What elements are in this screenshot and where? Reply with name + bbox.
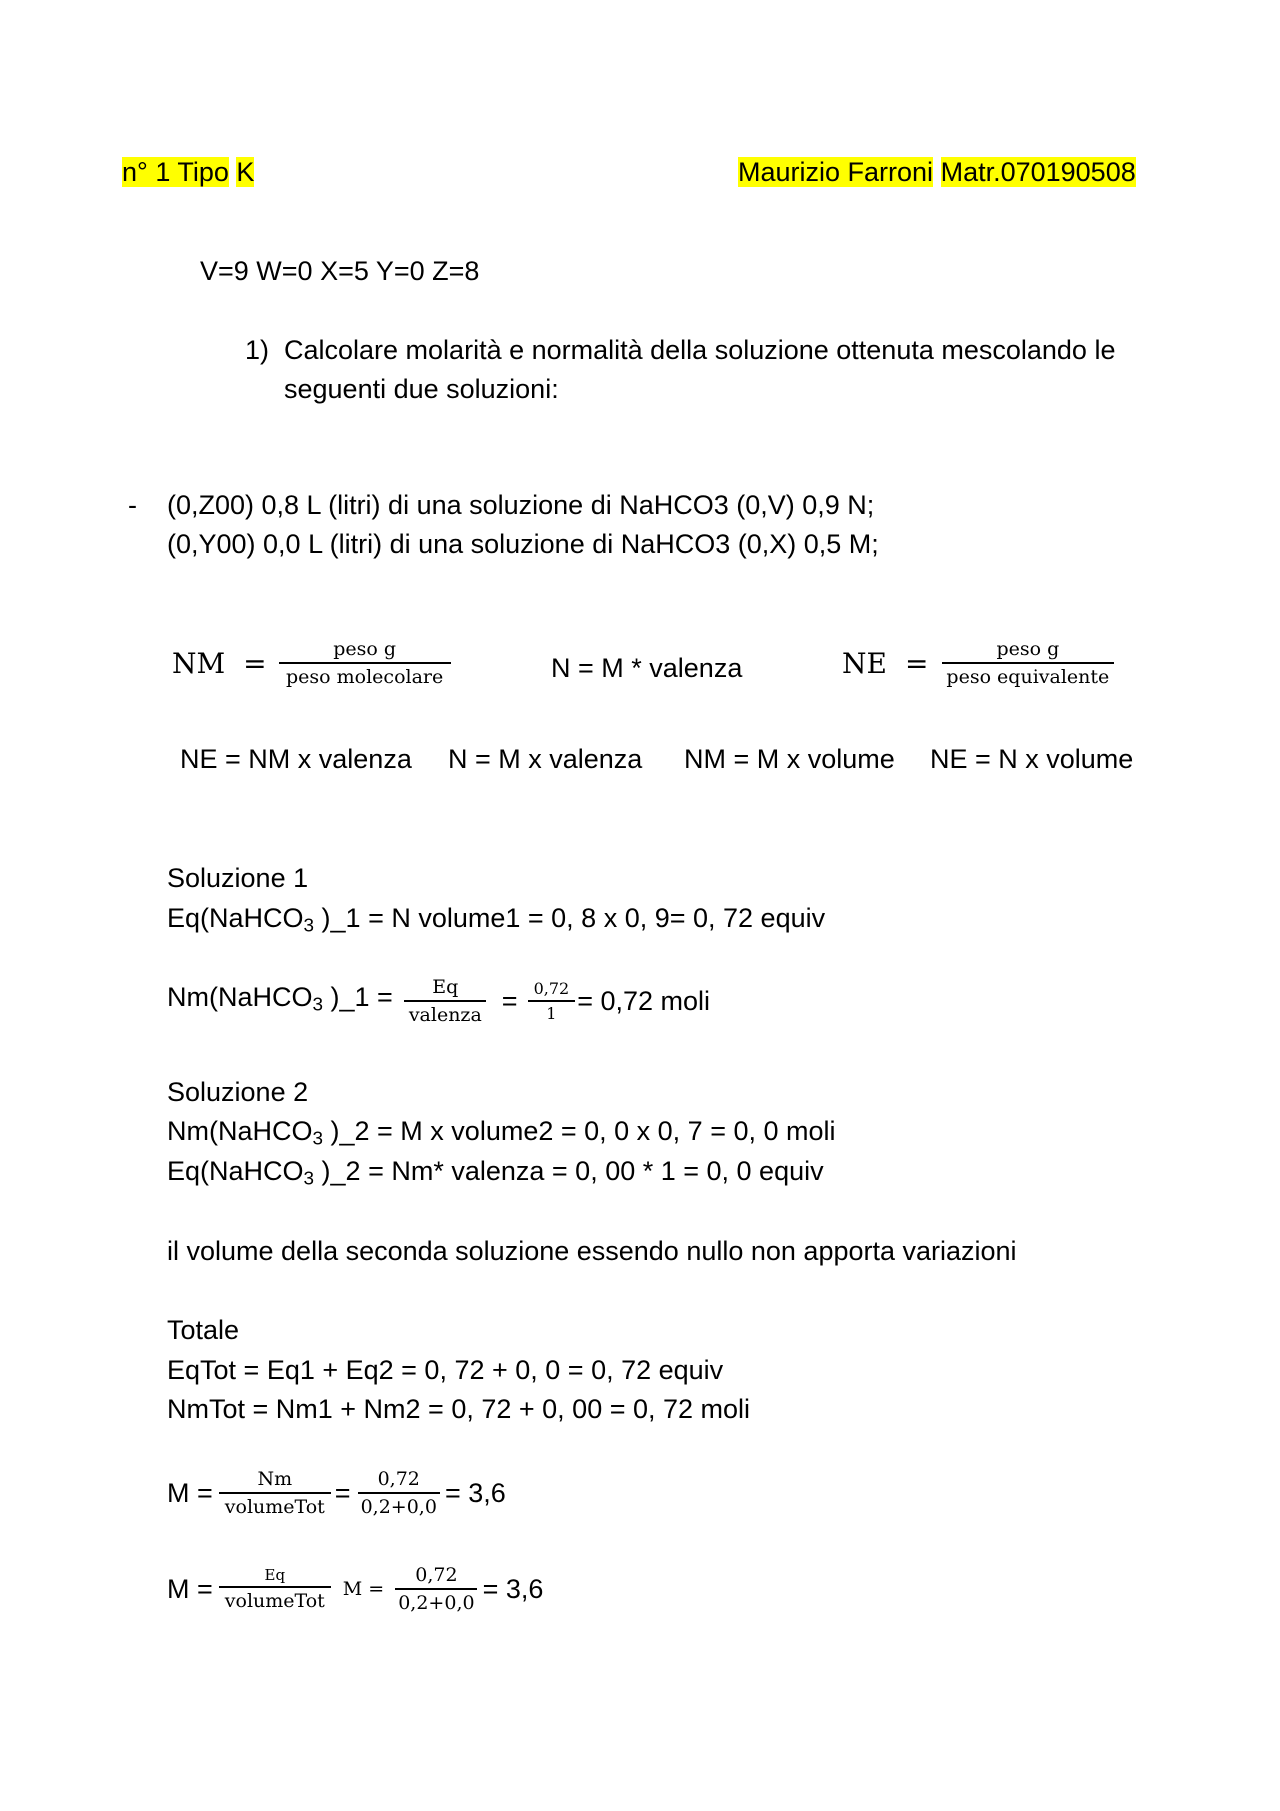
- m2-f2-den: 0,2+0,0: [398, 1592, 475, 1614]
- sol1-eq-prefix: Eq(NaHCO: [167, 903, 304, 933]
- m1-f2-den: 0,2+0,0: [360, 1496, 437, 1518]
- relation-3: NM = M x volume: [684, 744, 895, 774]
- sol1-frac2-num: 0,72: [528, 979, 576, 1002]
- solution-spec-1: (0,Z00) 0,8 L (litri) di una soluzione di NaHCO3 (0,V) 0,9 N;: [167, 490, 875, 520]
- sol2-eq-subscript: 3: [303, 1168, 315, 1190]
- ne-fraction: [940, 638, 1115, 688]
- sol1-nm-prefix: Nm(NaHCO: [167, 981, 313, 1012]
- sol2-eq-prefix: Eq(NaHCO: [167, 1156, 304, 1186]
- sol2-nm-prefix: Nm(NaHCO: [167, 1116, 313, 1146]
- formula-nm: [172, 638, 451, 688]
- ne-denominator: peso equivalente: [946, 666, 1110, 688]
- sol2-eq-rest: )_2 = Nm* valenza = 0, 00 * 1 = 0, 0 equiv: [314, 1156, 824, 1186]
- m2-result: = 3,6: [482, 1574, 544, 1604]
- m1-equals: =: [334, 1478, 351, 1508]
- eqtot-line: EqTot = Eq1 + Eq2 = 0, 72 + 0, 0 = 0, 72 equiv: [167, 1355, 724, 1385]
- sol1-frac1-den: valenza: [408, 1004, 482, 1026]
- molarity-line-1: [167, 1468, 506, 1518]
- author-name: Maurizio Farroni: [738, 157, 934, 187]
- sol1-eq-subscript: 3: [303, 915, 315, 937]
- relation-1: NE = NM x valenza: [180, 744, 412, 774]
- sol1-eq-rest: )_1 = N volume1 = 0, 8 x 0, 9= 0, 72 equiv: [314, 903, 826, 933]
- question-line-1: Calcolare molarità e normalità della soluzione ottenuta mescolando le: [284, 335, 1116, 365]
- m1-f1-num: Nm: [219, 1468, 331, 1494]
- nm-equals: =: [243, 646, 267, 680]
- molarity-line-2: [167, 1564, 543, 1614]
- sol1-fraction-2: [528, 979, 576, 1023]
- sol1-equals: =: [501, 986, 518, 1016]
- header-number-type: n° 1 Tipo: [122, 157, 229, 187]
- sol1-frac2-den: 1: [546, 1004, 557, 1023]
- sol1-nm-mid: )_1 =: [323, 981, 393, 1012]
- header-right: [738, 155, 1136, 189]
- m1-label: M =: [167, 1478, 213, 1508]
- sol2-nm-subscript: 3: [312, 1128, 324, 1150]
- question-number: 1): [245, 335, 270, 365]
- m2-f1-den: volumeTot: [224, 1590, 325, 1612]
- m1-f1-den: volumeTot: [224, 1496, 325, 1518]
- nm-label: NM: [172, 646, 226, 680]
- author-matricola: Matr.070190508: [940, 157, 1136, 187]
- formula-ne: [842, 638, 1115, 688]
- ne-numerator: peso g: [942, 638, 1114, 664]
- m2-fraction-2: [392, 1564, 480, 1614]
- nm-fraction: [279, 638, 451, 688]
- totale-title: Totale: [167, 1315, 240, 1345]
- sol1-nm-line: [167, 976, 710, 1026]
- ne-equals: =: [904, 646, 929, 680]
- variables-line: V=9 W=0 X=5 Y=0 Z=8: [200, 256, 480, 286]
- ne-label: NE: [842, 646, 887, 680]
- m1-f2-num: 0,72: [358, 1468, 440, 1494]
- relation-2: N = M x valenza: [448, 744, 643, 774]
- note-line: il volume della seconda soluzione essendo nullo non apporta variazioni: [167, 1236, 1017, 1266]
- sol1-eq-line: [167, 901, 825, 944]
- m2-f2-num: 0,72: [395, 1564, 477, 1590]
- header-left: [122, 155, 254, 189]
- sol2-nm-rest: )_2 = M x volume2 = 0, 0 x 0, 7 = 0, 0 moli: [323, 1116, 836, 1146]
- nm-numerator: peso g: [279, 638, 451, 664]
- m1-result: = 3,6: [444, 1478, 506, 1508]
- list-bullet: -: [128, 490, 137, 520]
- m2-f1-num: Eq: [219, 1566, 331, 1588]
- question-line-2: seguenti due soluzioni:: [284, 374, 559, 404]
- relation-4: NE = N x volume: [930, 744, 1134, 774]
- formula-n: N = M * valenza: [551, 653, 743, 683]
- nmtot-line: NmTot = Nm1 + Nm2 = 0, 72 + 0, 00 = 0, 72 moli: [167, 1394, 751, 1424]
- solution-spec-2: (0,Y00) 0,0 L (litri) di una soluzione di NaHCO3 (0,X) 0,5 M;: [167, 529, 879, 559]
- sol1-title: Soluzione 1: [167, 863, 309, 893]
- sol2-nm-line: [167, 1114, 836, 1157]
- header-type-letter: K: [236, 157, 255, 187]
- sol1-nm-result: = 0,72 moli: [577, 986, 711, 1016]
- m2-label: M =: [167, 1574, 213, 1604]
- m2-fraction-1: [219, 1566, 331, 1612]
- sol1-frac1-num: Eq: [404, 976, 486, 1002]
- m1-fraction-1: [219, 1468, 331, 1518]
- m1-fraction-2: [355, 1468, 443, 1518]
- sol1-fraction-1: [403, 976, 488, 1026]
- m2-mid: M =: [342, 1578, 385, 1600]
- sol1-nm-subscript: 3: [312, 994, 324, 1016]
- sol2-eq-line: [167, 1154, 824, 1197]
- sol2-title: Soluzione 2: [167, 1077, 309, 1107]
- sol1-nm-prefix-wrap: [167, 980, 393, 1023]
- nm-denominator: peso molecolare: [286, 666, 444, 688]
